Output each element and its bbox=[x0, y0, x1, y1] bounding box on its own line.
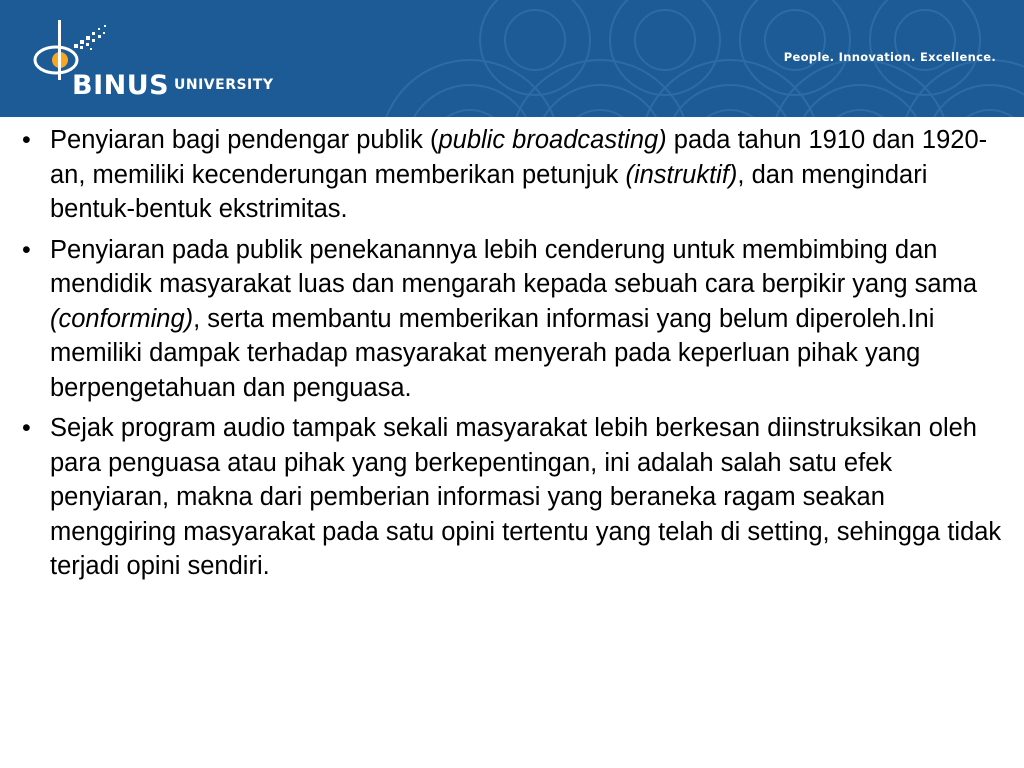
bullet-dot: • bbox=[22, 414, 31, 442]
text-run: , serta membantu memberikan informasi yang belum diperoleh.Ini memiliki dampak terhadap masyarakat menyerah pada keperluan pihak yang berpengetahuan dan penguasa. bbox=[50, 304, 935, 402]
text-run: Penyiaran bagi pendengar publik ( bbox=[50, 126, 439, 154]
bullet-dot: • bbox=[22, 126, 31, 154]
binus-logo[interactable] bbox=[30, 16, 300, 106]
bullet-text bbox=[50, 233, 1012, 406]
text-run-italic: public broadcasting) bbox=[438, 126, 667, 154]
bullet-item bbox=[16, 233, 1012, 406]
bullet-text bbox=[50, 123, 1012, 227]
bullet-item bbox=[16, 411, 1012, 584]
slide-header bbox=[0, 0, 1024, 117]
text-run: Sejak program audio tampak sekali masyarakat lebih berkesan diinstruksikan oleh para penguasa atau pihak yang berkepentingan, ini adalah salah satu efek penyiaran, makna dari pemberian informasi yang beraneka ragam seakan menggiring masyarakat pada satu opini tertentu yang telah di setting, sehingga tidak terjadi opini sendiri. bbox=[50, 414, 1002, 580]
text-run: pada tahun 1910 dan 1920-an, memiliki kecenderungan memberikan petunjuk bbox=[50, 126, 988, 189]
logo-binus-text: BINUS bbox=[72, 70, 170, 101]
text-run-italic: (conforming) bbox=[50, 304, 194, 333]
bullet-text bbox=[50, 411, 1012, 584]
text-run: Penyiaran pada publik penekanannya lebih cenderung untuk membimbing dan mendidik masyarakat luas dan mengarah kepada sebuah cara berpikir yang sama bbox=[50, 235, 978, 298]
bullet-dot: • bbox=[22, 235, 31, 264]
bullet-list bbox=[16, 123, 1012, 590]
bullet-item bbox=[16, 123, 1012, 227]
logo-university-text: UNIVERSITY bbox=[174, 77, 274, 93]
tagline: People. Innovation. Excellence. bbox=[783, 50, 996, 64]
text-run: , dan mengindari bentuk-bentuk ekstrimitas. bbox=[50, 160, 928, 223]
text-run-italic: (instruktif) bbox=[625, 160, 738, 189]
